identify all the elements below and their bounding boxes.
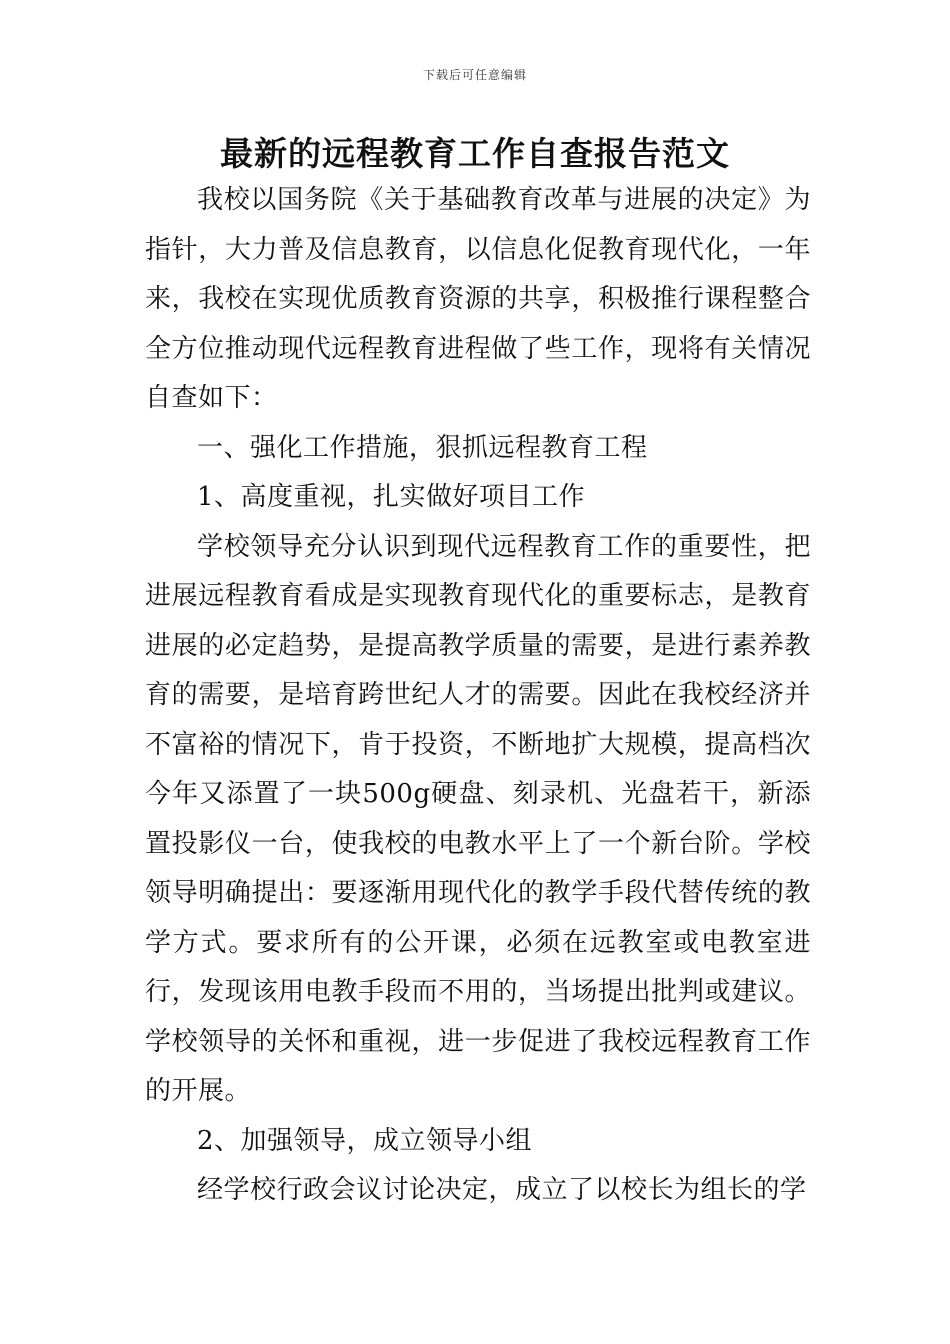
document-body (145, 176, 811, 1216)
section-heading-1: 一、强化工作措施，狠抓远程教育工程 (197, 432, 648, 463)
subsection-heading-1: 1、高度重视，扎实做好项目工作 (197, 482, 586, 512)
paragraph-leadership: 学校领导充分认识到现代远程教育工作的重要性，把进展远程教育看成是实现教育现代化的重要标志，是教育进展的必定趋势，是提高教学质量的需要，是进行素养教育的需要，是培育跨世纪人才的需要。因此在我校经济并不富裕的情况下，肯于投资，不断地扩大规模，提高档次今年又添置了一块500g硬盘、刻录机、光盘若干，新添置投影仪一台，使我校的电教水平上了一个新台阶。学校领导明确提出：要逐渐用现代化的教学手段代替传统的教学方式。要求所有的公开课，必须在远教室或电教室进行，发现该用电教手段而不用的，当场提出批判或建议。学校领导的关怀和重视，进一步促进了我校远程教育工作的开展。 (145, 531, 811, 1106)
subsection-heading-2: 2、加强领导，成立领导小组 (197, 1125, 533, 1156)
paragraph-group: 经学校行政会议讨论决定，成立了以校长为组长的学 (197, 1175, 807, 1205)
paragraph-intro: 我校以国务院《关于基础教育改革与进展的决定》为指针，大力普及信息教育，以信息化促教育现代化，一年来，我校在实现优质教育资源的共享，积极推行课程整合全方位推动现代远程教育进程做了些工作，现将有关情况自查如下： (145, 185, 811, 413)
header-note: 下载后可任意编辑 (422, 68, 527, 82)
document-title: 最新的远程教育工作自查报告范文 (220, 134, 730, 173)
